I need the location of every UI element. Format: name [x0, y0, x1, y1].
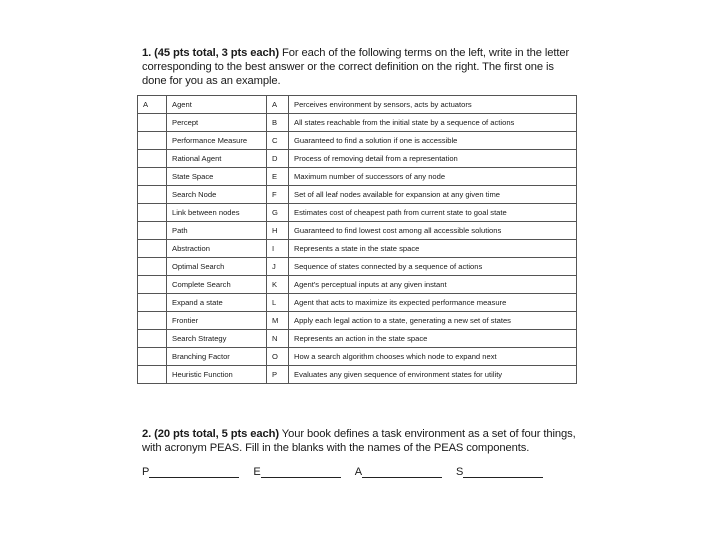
- table-row: [138, 222, 577, 240]
- question-2-heading: 2. (20 pts total, 5 pts each): [142, 428, 279, 440]
- definition-cell: Apply each legal action to a state, generating a new set of states: [289, 312, 577, 330]
- question-2: [142, 427, 582, 455]
- table-row: [138, 366, 577, 384]
- peas-letter: E: [253, 466, 261, 478]
- table-row: [138, 168, 577, 186]
- definition-cell: Set of all leaf nodes available for expansion at any given time: [289, 186, 577, 204]
- letter-cell: F: [267, 186, 289, 204]
- question-1-text: For each of the following terms on the left, write in the letter corresponding to the best answer or the correct definition on the right. The first one is done for you as an example.: [142, 47, 570, 87]
- term-cell: Complete Search: [167, 276, 267, 294]
- term-cell: State Space: [167, 168, 267, 186]
- term-cell: Link between nodes: [167, 204, 267, 222]
- definition-cell: Guaranteed to find lowest cost among all accessible solutions: [289, 222, 577, 240]
- letter-cell: A: [267, 96, 289, 114]
- table-row: [138, 258, 577, 276]
- table-row: [138, 186, 577, 204]
- letter-cell: P: [267, 366, 289, 384]
- answer-cell[interactable]: [138, 312, 167, 330]
- term-cell: Search Node: [167, 186, 267, 204]
- table-row: [138, 114, 577, 132]
- letter-cell: E: [267, 168, 289, 186]
- table-row: [138, 348, 577, 366]
- answer-cell[interactable]: [138, 168, 167, 186]
- question-1-heading: 1. (45 pts total, 3 pts each): [142, 47, 279, 59]
- answer-cell[interactable]: [138, 204, 167, 222]
- letter-cell: K: [267, 276, 289, 294]
- answer-cell[interactable]: [138, 258, 167, 276]
- term-cell: Search Strategy: [167, 330, 267, 348]
- term-cell: Rational Agent: [167, 150, 267, 168]
- definition-cell: Agent that acts to maximize its expected performance measure: [289, 294, 577, 312]
- letter-cell: N: [267, 330, 289, 348]
- table-row: [138, 330, 577, 348]
- answer-cell[interactable]: A: [138, 96, 167, 114]
- term-cell: Path: [167, 222, 267, 240]
- answer-cell[interactable]: [138, 330, 167, 348]
- answer-cell[interactable]: [138, 276, 167, 294]
- blank-line[interactable]: [463, 466, 543, 478]
- definition-cell: Perceives environment by sensors, acts by actuators: [289, 96, 577, 114]
- table-row: [138, 204, 577, 222]
- answer-cell[interactable]: [138, 222, 167, 240]
- letter-cell: B: [267, 114, 289, 132]
- peas-letter: S: [456, 466, 464, 478]
- definition-cell: Represents a state in the state space: [289, 240, 577, 258]
- peas-blank[interactable]: [355, 466, 442, 478]
- peas-blank[interactable]: [253, 466, 340, 478]
- table-row: [138, 240, 577, 258]
- letter-cell: I: [267, 240, 289, 258]
- letter-cell: H: [267, 222, 289, 240]
- term-cell: Abstraction: [167, 240, 267, 258]
- term-cell: Frontier: [167, 312, 267, 330]
- definition-cell: Maximum number of successors of any node: [289, 168, 577, 186]
- term-cell: Agent: [167, 96, 267, 114]
- blank-line[interactable]: [362, 466, 442, 478]
- table-row: [138, 132, 577, 150]
- blank-line[interactable]: [261, 466, 341, 478]
- peas-letter: P: [142, 466, 150, 478]
- definition-cell: Sequence of states connected by a sequence of actions: [289, 258, 577, 276]
- peas-letter: A: [354, 466, 363, 478]
- answer-cell[interactable]: [138, 366, 167, 384]
- letter-cell: O: [267, 348, 289, 366]
- definition-cell: Guaranteed to find a solution if one is accessible: [289, 132, 577, 150]
- definition-cell: Represents an action in the state space: [289, 330, 577, 348]
- table-row: [138, 150, 577, 168]
- answer-cell[interactable]: [138, 348, 167, 366]
- term-cell: Optimal Search: [167, 258, 267, 276]
- table-row: [138, 312, 577, 330]
- definition-cell: Agent's perceptual inputs at any given instant: [289, 276, 577, 294]
- table-row: [138, 276, 577, 294]
- peas-blank[interactable]: [142, 466, 239, 478]
- answer-cell[interactable]: [138, 186, 167, 204]
- table-row: [138, 294, 577, 312]
- table-row: [138, 96, 577, 114]
- matching-table: [137, 95, 577, 384]
- letter-cell: C: [267, 132, 289, 150]
- blank-line[interactable]: [149, 466, 239, 478]
- definition-cell: Process of removing detail from a representation: [289, 150, 577, 168]
- letter-cell: D: [267, 150, 289, 168]
- definition-cell: Estimates cost of cheapest path from current state to goal state: [289, 204, 577, 222]
- letter-cell: M: [267, 312, 289, 330]
- question-2-text: Your book defines a task environment as a set of four things, with acronym PEAS. Fill in the blanks with the names of the PEAS components.: [142, 428, 576, 454]
- term-cell: Performance Measure: [167, 132, 267, 150]
- letter-cell: L: [267, 294, 289, 312]
- letter-cell: G: [267, 204, 289, 222]
- term-cell: Branching Factor: [167, 348, 267, 366]
- term-cell: Percept: [167, 114, 267, 132]
- definition-cell: Evaluates any given sequence of environment states for utility: [289, 366, 577, 384]
- term-cell: Expand a state: [167, 294, 267, 312]
- answer-cell[interactable]: [138, 114, 167, 132]
- peas-blanks: [142, 466, 582, 478]
- answer-cell[interactable]: [138, 150, 167, 168]
- term-cell: Heuristic Function: [167, 366, 267, 384]
- question-1: [142, 46, 572, 88]
- letter-cell: J: [267, 258, 289, 276]
- answer-cell[interactable]: [138, 294, 167, 312]
- peas-blank[interactable]: [456, 466, 543, 478]
- definition-cell: How a search algorithm chooses which node to expand next: [289, 348, 577, 366]
- definition-cell: All states reachable from the initial state by a sequence of actions: [289, 114, 577, 132]
- answer-cell[interactable]: [138, 240, 167, 258]
- answer-cell[interactable]: [138, 132, 167, 150]
